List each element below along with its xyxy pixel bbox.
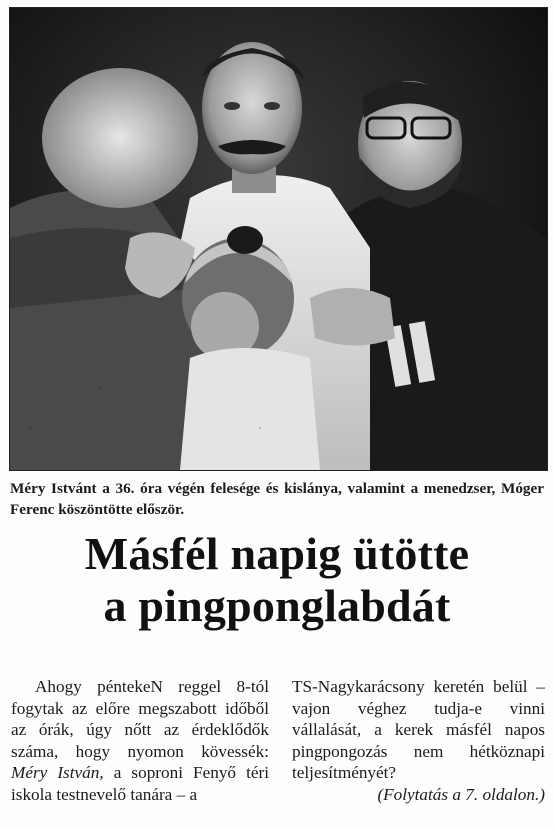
article-headline bbox=[0, 528, 554, 632]
article-person-name: Méry István bbox=[11, 763, 100, 783]
article-col1-part1: Ahogy péntekeN reggel 8-tól fogytak az előre megszabott időből az órák, úgy nőtt az érdeklődők száma, hogy nyomon kövessék: bbox=[11, 677, 269, 761]
photo-image bbox=[10, 8, 547, 470]
article-column-right bbox=[292, 676, 545, 806]
headline-line-1: Másfél napig ütötte bbox=[84, 528, 470, 579]
continued-note: (Folytatás a 7. oldalon.) bbox=[377, 784, 545, 804]
photo-caption: Méry Istvánt a 36. óra végén felesége és kislánya, valamint a menedzser, Móger Ferenc köszöntötte először. bbox=[10, 480, 544, 518]
news-photo bbox=[9, 7, 548, 471]
headline-line-2: a pingponglabdát bbox=[103, 580, 451, 631]
article-col1-part2: , a soproni Fenyő téri iskola testnevelő tanára – a bbox=[11, 763, 269, 804]
article-col2-text: TS-Nagykarácsony keretén belül – vajon véghez tudja-e vinni vállalását, a kerek másfél napos pingpongozás nem hétköznapi teljesítményét? bbox=[292, 677, 545, 783]
article-column-left bbox=[11, 676, 269, 806]
